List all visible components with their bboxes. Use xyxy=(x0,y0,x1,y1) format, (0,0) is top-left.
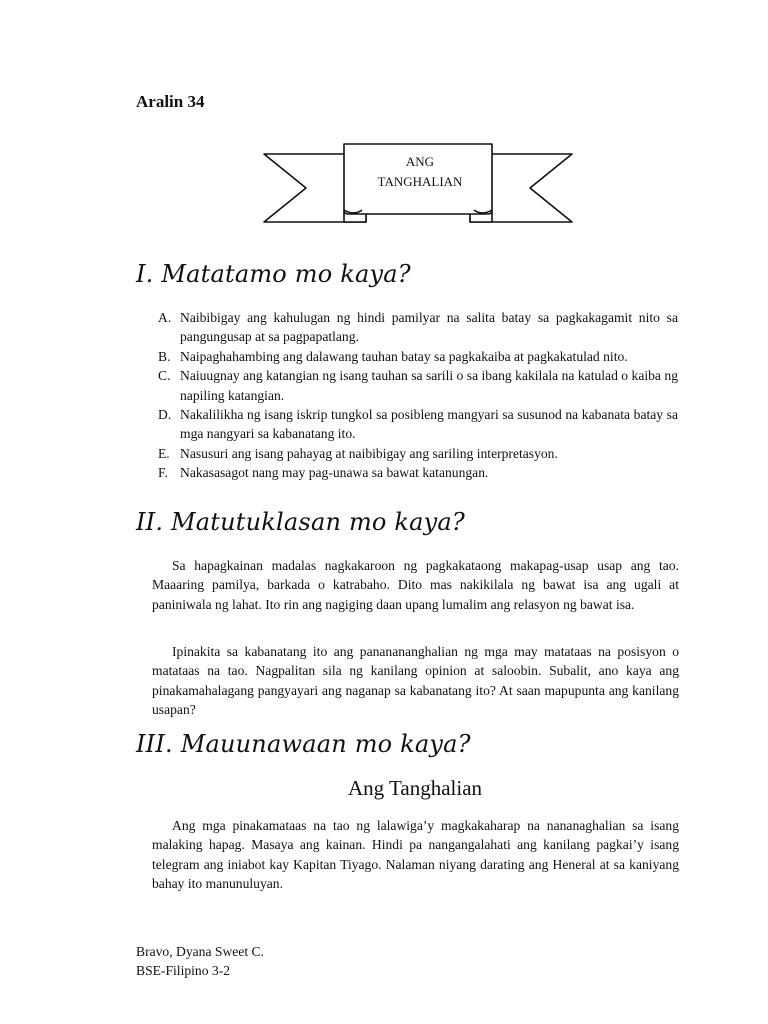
list-item-letter: A. xyxy=(158,310,172,325)
list-item-letter: B. xyxy=(158,348,171,364)
list-item-text: Nakalilikha ng isang iskrip tungkol sa posibleng mangyari sa susunod na kabanata batay sa mga nangyari sa kabanatang ito. xyxy=(180,407,678,442)
banner-title xyxy=(343,152,497,192)
discover-paragraph-1: Sa hapagkainan madalas nagkakaroon ng pagkakataong makapag-usap usap ang tao. Maaaring pamilya, barkada o katrabaho. Dito mas nakikilala ng bawat isa ang ugali at paniniwala ng lahat. Ito rin ang nagiging daan upang lumalim ang relasyon ng bawat isa. xyxy=(152,558,679,612)
story-title: Ang Tanghalian xyxy=(347,776,483,800)
list-item-letter: F. xyxy=(158,465,168,481)
footer xyxy=(136,942,264,980)
section-title-understand: III. Mauunawaan mo kaya? xyxy=(136,730,471,758)
list-item-text: Naipaghahambing ang dalawang tauhan batay sa pagkakaiba at pagkakatulad nito. xyxy=(180,348,628,364)
discover-paragraph-2: Ipinakita sa kabanatang ito ang pananananghalian ng mga may matataas na posisyon o matataas na tao. Nagpalitan sila ng kanilang opinion at saloobin. Subalit, ano kaya ang pinakamahalagang pangyayari ang naganap sa kabanatang ito? At saan mapupunta ang kanilang usapan? xyxy=(152,644,679,718)
list-item xyxy=(152,308,678,347)
section-title-discover: II. Matutuklasan mo kaya? xyxy=(136,508,465,536)
list-item-letter: D. xyxy=(158,407,172,423)
list-item-text: Nakasasagot nang may pag-unawa sa bawat katanungan. xyxy=(180,465,489,481)
banner-line-1: ANG xyxy=(405,154,435,169)
list-item xyxy=(152,405,678,444)
objectives-list xyxy=(152,308,678,483)
footer-author: Bravo, Dyana Sweet C. xyxy=(136,944,264,959)
list-item-text: Naibibigay ang kahulugan ng hindi pamilyar na salita batay sa pagkakagamit nito sa pangungusap at sa pagpapatlang. xyxy=(180,310,678,345)
list-item-text: Naiuugnay ang katangian ng isang tauhan sa sarili o sa ibang kakilala na katulad o kaiba ng napiling katangian. xyxy=(180,368,678,403)
list-item-letter: E. xyxy=(158,445,170,461)
list-item xyxy=(152,366,678,405)
banner-line-2: TANGHALIAN xyxy=(377,174,463,189)
list-item-letter: C. xyxy=(158,368,171,384)
story-paragraph: Ang mga pinakamataas na tao ng lalawiga’y magkakaharap na nananaghalian sa isang malaking hapag. Masaya ang kainan. Hindi pa nangangalahati ang kanilang pagkai’y isang telegram ang iniabot kay Kapitan Tiyago. Nalaman niyang darating ang Heneral at sa kaniyang bahay ito manunuluyan. xyxy=(152,818,679,892)
list-item xyxy=(152,463,678,482)
lesson-label: Aralin 34 xyxy=(136,92,205,111)
list-item xyxy=(152,347,678,366)
footer-course: BSE-Filipino 3-2 xyxy=(136,963,231,978)
list-item-text: Nasusuri ang isang pahayag at naibibigay ang sariling interpretasyon. xyxy=(180,445,558,461)
list-item xyxy=(152,444,678,463)
section-title-objectives: I. Matatamo mo kaya? xyxy=(136,260,411,288)
